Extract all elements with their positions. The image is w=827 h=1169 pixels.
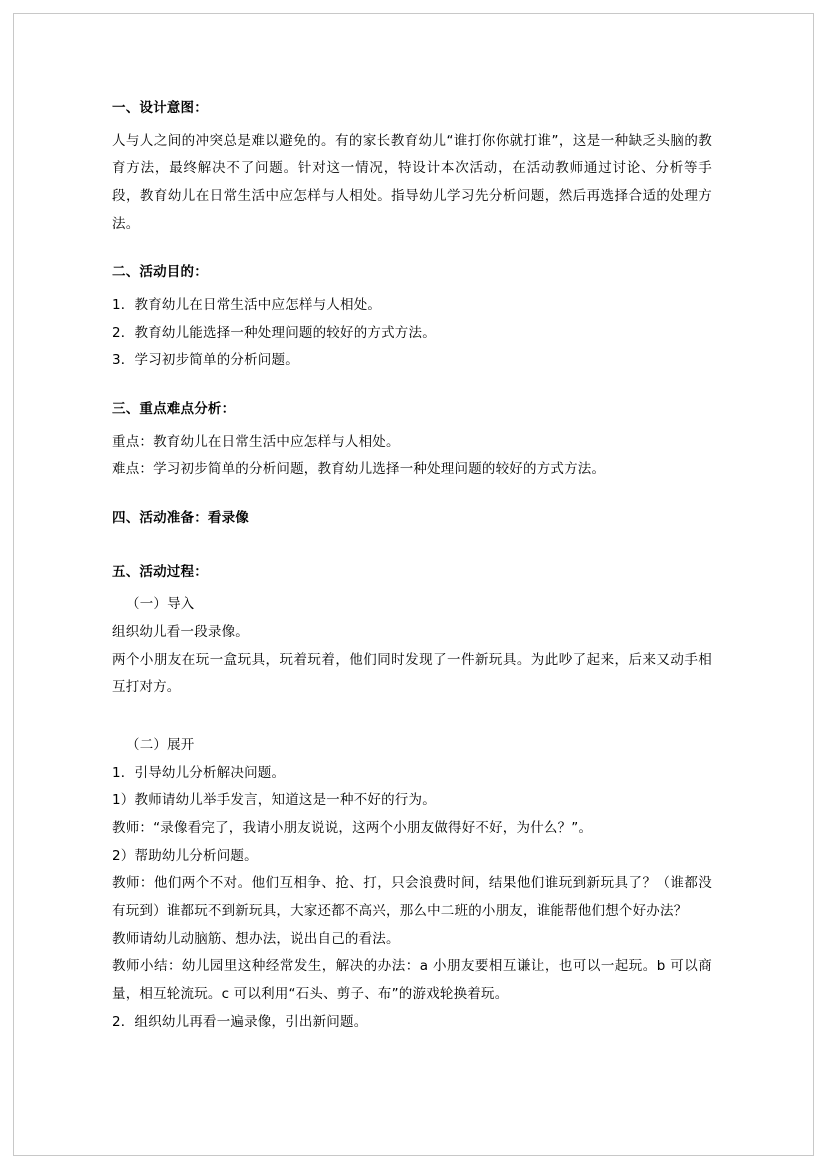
document-content — [112, 96, 712, 1036]
process-part-two-paragraph-2: 1）教师请幼儿举手发言，知道这是一种不好的行为。 — [112, 792, 436, 809]
section-objectives — [112, 260, 712, 375]
section-process — [112, 560, 712, 1037]
process-part-two-paragraph-6: 教师请幼儿动脑筋、想办法，说出自己的看法。 — [112, 930, 400, 947]
objective-item-1: 1．教育幼儿在日常生活中应怎样与人相处。 — [112, 296, 382, 313]
difficulty-point-paragraph: 难点：学习初步简单的分析问题，教育幼儿选择一种处理问题的较好的方式方法。 — [112, 461, 606, 478]
spacer — [112, 702, 712, 732]
section-heading-preparation: 四、活动准备：看录像 — [112, 509, 249, 526]
process-part-one-paragraph-1: 组织幼儿看一段录像。 — [112, 623, 249, 640]
process-part-two-paragraph-4: 2）帮助幼儿分析问题。 — [112, 847, 258, 864]
objective-item-3: 3．学习初步简单的分析问题。 — [112, 352, 299, 369]
process-part-two-paragraph-7: 教师小结：幼儿园里这种经常发生，解决的办法：a 小朋友要相互谦让，也可以一起玩。b 可以商量，相互轮流玩。c 可以利用“石头、剪子、布”的游戏轮换着玩。 — [112, 958, 712, 1002]
process-part-two-paragraph-3: 教师：“录像看完了，我请小朋友说说，这两个小朋友做得好不好，为什么？”。 — [112, 819, 593, 836]
key-point-paragraph: 重点：教育幼儿在日常生活中应怎样与人相处。 — [112, 433, 400, 450]
process-part-two-paragraph-8: 2．组织幼儿再看一遍录像，引出新问题。 — [112, 1013, 368, 1030]
process-part-two-heading: （二）展开 — [126, 736, 195, 753]
section-key-difficulty — [112, 397, 712, 484]
spacer — [112, 375, 712, 397]
spacer — [112, 238, 712, 260]
section-heading-objectives: 二、活动目的： — [112, 264, 208, 281]
spacer — [112, 484, 712, 506]
section-heading-design-intent: 一、设计意图： — [112, 100, 208, 116]
process-part-two-paragraph-5: 教师：他们两个不对。他们互相争、抢、打，只会浪费时间，结果他们谁玩到新玩具了？（谁都没有玩到）谁都玩不到新玩具，大家还都不高兴，那么中二班的小朋友，谁能帮他们想个好办法？ — [112, 875, 712, 919]
process-part-one-paragraph-2: 两个小朋友在玩一盒玩具，玩着玩着，他们同时发现了一件新玩具。为此吵了起来，后来又动手相互打对方。 — [112, 651, 712, 696]
section-heading-key-difficulty: 三、重点难点分析： — [112, 400, 236, 417]
section-heading-process: 五、活动过程： — [112, 563, 208, 580]
section-paragraph-design-intent-1: 人与人之间的冲突总是难以避免的。有的家长教育幼儿“谁打你你就打谁”，这是一种缺乏头脑的教育方法，最终解决不了问题。针对这一情况，特设计本次活动，在活动教师通过讨论、分析等手段，教育幼儿在日常生活中应怎样与人相处。指导幼儿学习先分析问题，然后再选择合适的处理方法。 — [112, 132, 712, 232]
section-design-intent — [112, 96, 712, 238]
objective-item-2: 2．教育幼儿能选择一种处理问题的较好的方式方法。 — [112, 324, 436, 341]
section-preparation — [112, 506, 712, 532]
spacer — [112, 538, 712, 560]
process-part-two-paragraph-1: 1．引导幼儿分析解决问题。 — [112, 764, 286, 781]
process-part-one-heading: （一）导入 — [126, 596, 195, 613]
